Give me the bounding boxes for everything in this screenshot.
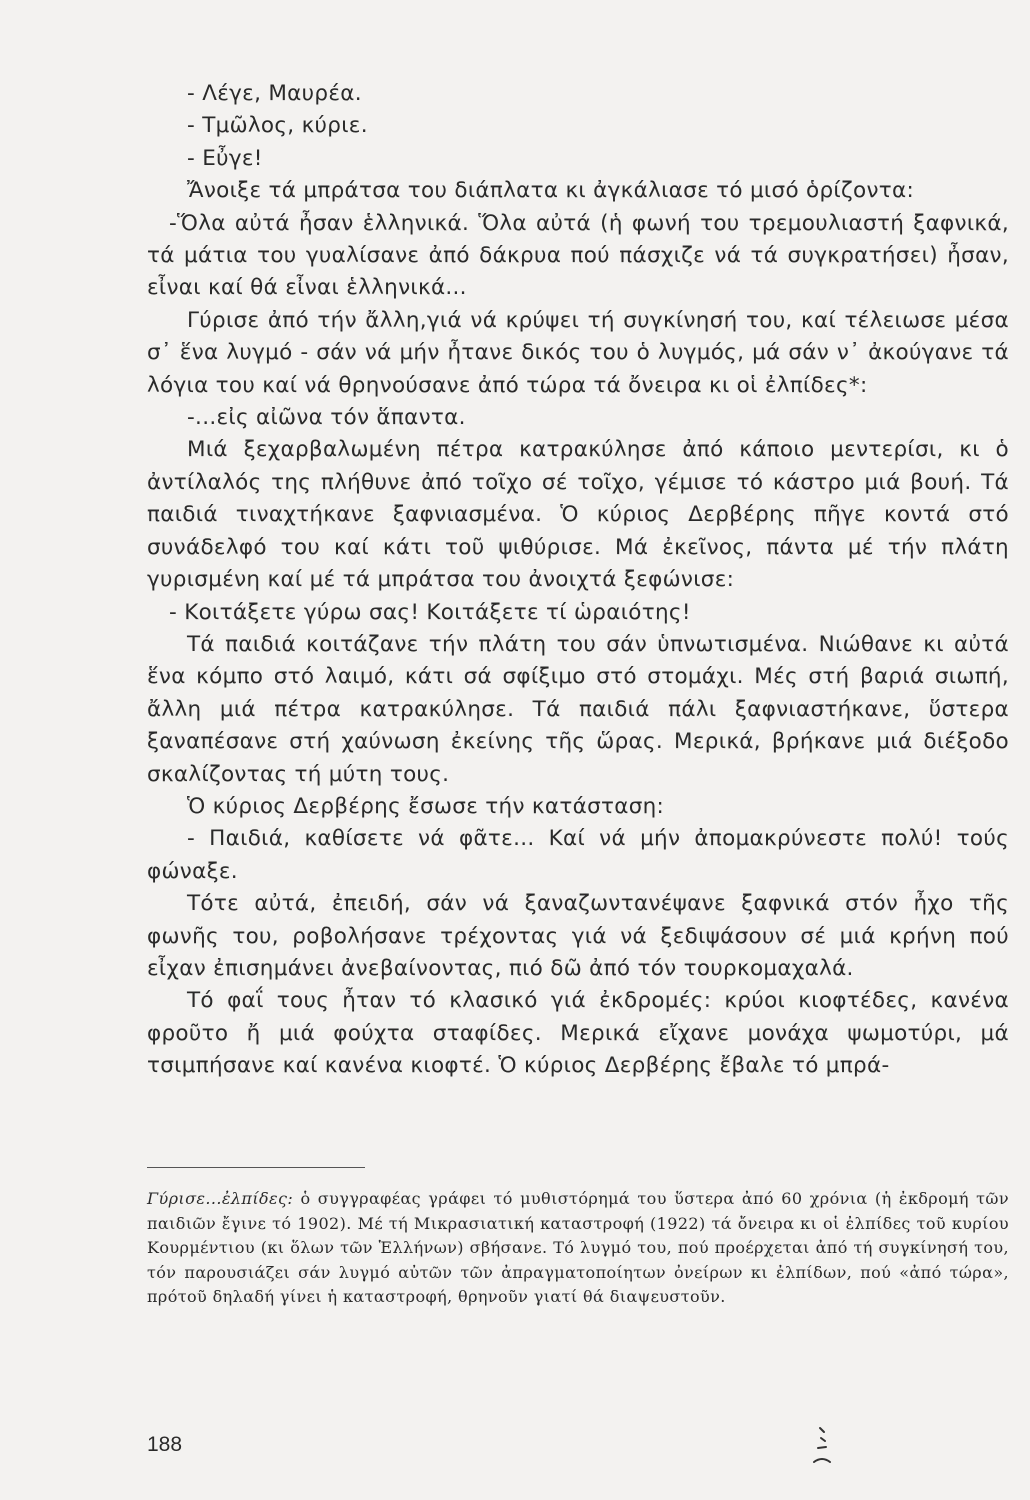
- dialogue-line: - Τμῶλος, κύριε.: [187, 113, 368, 139]
- paragraph: Μιά ξεχαρβαλωμένη πέτρα κατρακύλησε ἀπό κάποιο μεντερίσι, κι ὁ ἀντίλαλός της πλήθυνε ἀπό τοῖχο σέ τοῖχο, γέμισε τό κάστρο μιά βουή. Τά παιδιά τιναχτήκανε ξαφνιασμένα. Ὁ κύριος Δερβέρης πῆγε κοντά στό συνάδελφό του καί κάτι τοῦ ψιθύρισε. Μά ἐκεῖνος, πάντα μέ τήν πλάτη γυρισμένη καί μέ τά μπράτσα του ἀνοιχτά ξεφώνισε:: [147, 437, 1009, 593]
- dialogue-line: - Κοιτάξετε γύρω σας! Κοιτάξετε τί ὡραιότης!: [169, 599, 691, 625]
- dialogue-line: - Λέγε, Μαυρέα.: [187, 81, 362, 106]
- dialogue-line: - Εὖγε!: [187, 145, 263, 171]
- footnote: [147, 1187, 1009, 1310]
- footnote-rule: [147, 1167, 365, 1168]
- main-text: [147, 78, 1009, 1083]
- paragraph: Γύρισε ἀπό τήν ἄλλη,γιά νά κρύψει τή συγκίνησή του, καί τέλειωσε μέσα σ᾽ ἕνα λυγμό - σάν νά μήν ἦτανε δικός του ὁ λυγμός, μά σάν ν᾽ ἀκούγανε τά λόγια του καί νά θρηνούσανε ἀπό τώρα τά ὄνειρα κι οἱ ἐλπίδες*:: [147, 307, 1009, 398]
- paragraph: Τά παιδιά κοιτάζανε τήν πλάτη του σάν ὑπνωτισμένα. Νιώθανε κι αὐτά ἕνα κόμπο στό λαιμό, κάτι σά σφίξιμο στό στομάχι. Μές στή βαριά σιωπή, ἄλλη μιά πέτρα κατρακύλησε. Τά παιδιά πάλι ξαφνιαστήκανε, ὕστερα ξαναπέσανε στή χαύνωση ἐκείνης τῆς ὥρας. Μερικά, βρήκανε μιά διέξοδο σκαλίζοντας τή μύτη τους.: [147, 631, 1009, 787]
- paragraph: -Ὅλα αὐτά ἦσαν ἑλληνικά. Ὅλα αὐτά (ἡ φωνή του τρεμουλιαστή ξαφνικά, τά μάτια του γυαλίσανε ἀπό δάκρυα πού πάσχιζε νά τά συγκρατήσει) ἦσαν, εἶναι καί θά εἶναι ἑλληνικά...: [147, 210, 1009, 301]
- ink-mark-icon: [800, 1420, 840, 1480]
- footnote-lemma: Γύρισε...ἐλπίδες:: [147, 1189, 294, 1208]
- paragraph: Ὁ κύριος Δερβέρης ἔσωσε τήν κατάσταση:: [187, 793, 665, 819]
- page-number: 188: [147, 1433, 183, 1456]
- dialogue-line: - Παιδιά, καθίσετε νά φᾶτε... Καί νά μήν ἀπομακρύνεστε πολύ! τούς φώναξε.: [147, 826, 1009, 884]
- dialogue-line: -...εἰς αἰῶνα τόν ἅπαντα.: [187, 405, 466, 431]
- footnote-text: ὁ συγγραφέας γράφει τό μυθιστόρημά του ὕστερα ἀπό 60 χρόνια (ἡ ἐκδρομή τῶν παιδιῶν ἔγινε τό 1902). Μέ τή Μικρασιατική καταστροφή (1922) τά ὄνειρα κι οἱ ἐλπίδες τοῦ κυρίου Κουρμέντιου (κι ὅλων τῶν Ἑλλήνων) σβήσανε. Τό λυγμό του, πού προέρχεται ἀπό τή συγκίνησή του, τόν παρουσιάζει σάν λυγμό αὐτῶν τῶν ἀπραγματοποίητων ὀνείρων κι ἐλπίδων, πού «ἀπό τώρα», πρότοῦ δηλαδή γίνει ἡ καταστροφή, θρηνοῦν γιατί θά διαψευστοῦν.: [147, 1189, 1009, 1306]
- paragraph: Τότε αὐτά, ἐπειδή, σάν νά ξαναζωντανέψανε ξαφνικά στόν ἦχο τῆς φωνῆς του, ροβολήσανε τρέχοντας γιά νά ξεδιψάσουν σέ μιά κρήνη πού εἶχαν ἐπισημάνει ἀνεβαίνοντας, πιό δῶ ἀπό τόν τουρκομαχαλά.: [147, 891, 1009, 981]
- paragraph: Ἄνοιξε τά μπράτσα του διάπλατα κι ἀγκάλιασε τό μισό ὁρίζοντα:: [187, 178, 915, 204]
- paragraph: Τό φαΐ τους ἦταν τό κλασικό γιά ἐκδρομές: κρύοι κιοφτέδες, κανένα φροῦτο ἤ μιά φούχτα σταφίδες. Μερικά εἴχανε μονάχα ψωμοτύρι, μά τσιμπήσανε καί κανένα κιοφτέ. Ὁ κύριος Δερβέρης ἔβαλε τό μπρά-: [147, 988, 1009, 1079]
